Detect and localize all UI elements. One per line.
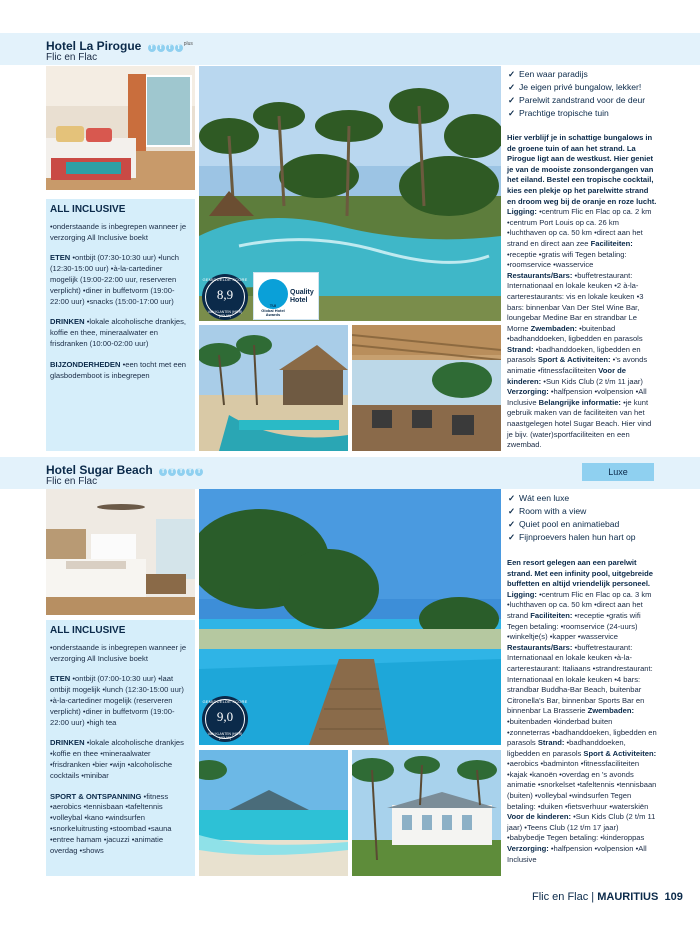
eten-section: ETEN •ontbijt (07:00-10:30 uur) •laat ontbijt mogelijk •lunch (12:30-15:00 uur) •à-la-cartediner mogelijk (reserveren verplicht) •diner in buffetvorm (19:00-22:00 uur) •high tea — [50, 674, 184, 727]
stars-plus-label: plus — [183, 41, 193, 47]
hotel2-title: Hotel Sugar Beach T T T T T — [46, 462, 204, 477]
hotel2-lagoon-photo — [199, 750, 348, 876]
hotel2-lead-text: Een resort gelegen aan een parelwit strand. Met een infinity pool, uitgebreide buffetten en altijd vriendelijk personeel. — [507, 558, 653, 589]
hotel2-all-inclusive-box — [46, 620, 195, 876]
star-icon: T — [166, 44, 174, 52]
highlight-item: ✓ Room with a view — [508, 505, 636, 518]
hotel1-main-photo — [199, 66, 501, 321]
hotel1-terrace-photo — [352, 325, 501, 451]
hotel1-beach-bar-photo — [199, 325, 348, 451]
highlight-item: ✓ Quiet pool en animatiebad — [508, 518, 636, 531]
star-icon: T — [175, 44, 183, 52]
highlight-item: ✓ Een waar paradijs — [508, 68, 645, 81]
footer-country: MAURITIUS — [597, 891, 659, 903]
star-icon: T — [159, 468, 167, 476]
rating-stars — [148, 38, 193, 52]
quality-hotel-award: TUI Global Hotel Awards Quality Hotel — [253, 272, 319, 320]
hotel2-score-badge: GEMIDDELDE SCORE 9,0 VAN KLANTEN (HIER) (JOUW) — [202, 696, 248, 742]
star-icon: T — [186, 468, 194, 476]
rating-stars — [159, 462, 204, 476]
hotel1-title: Hotel La Pirogue T T T $T^{plus}$ — [46, 39, 193, 53]
hotel1-all-inclusive-box — [46, 199, 195, 451]
drinken-section: DRINKEN •lokale alcoholische drankjes, koffie en thee, mineraalwater en frisdranken (10:00-02:00 uur) — [50, 317, 187, 348]
bijzonderheden-section: BIJZONDERHEDEN •een tocht met een glasbodemboot is inbegrepen — [50, 359, 187, 380]
star-icon: T — [157, 44, 165, 52]
page-number: 109 — [664, 891, 683, 903]
sport-ontspanning-section: SPORT & ONTSPANNING •fitness •aerobics •tennisbaan •tafeltennis •volleybal •kano •windsurfen •snorkeluitrusting •stoombad •sauna •entree hamam •jacuzzi •animatie overdag •shows — [50, 791, 172, 855]
hotel2-villa-photo — [352, 750, 501, 876]
hotel2-description: Een resort gelegen aan een parelwit strand. Met een infinity pool, uitgebreide buffetten en altijd vriendelijk personeel. Ligging: •centrum Flic en Flac op ca. 3 km •luchthaven op ca. 50 km •direct aan het strand Faciliteiten: •receptie •gratis wifi Tegen betaling: •roomservice (24-uurs) •winkeltje(s) •kapper •wasservice Restaurants/Bars: •buffetrestaurant: Internationaal en lokale keuken •à-la-carterestaurant: Italiaans •strandrestaurant: Internationaal en lokale keuken •4 bars: strandbar Buddha-Bar Beach, buitenbar Citronella's Bar, binnenbar Sports Bar en binnenbar La Brasserie Zwembaden: •buitenbaden •kinderbad buiten •zonneterras •badhanddoeken, ligbedden en parasols Strand: •badhanddoeken, ligbedden en parasols Sport & Activiteiten: •aerobics •badminton •fitnessfaciliteiten •kajak •kanoën •overdag en 's avonds animatie •snorkelset •tafeltennis •tennisbaan (buiten) •volleybal •windsurfen Tegen betaling: •duiken •fietsverhuur •waterskiën Voor de kinderen: •Sun Kids Club (2 t/m 11 jaar) •Teens Club (12 t/m 17 jaar) •babybedje Tegen betaling: •kinderoppas Verzorging: •halfpension •volpension •All Inclusive — [507, 558, 657, 864]
hotel1-location: Flic en Flac — [46, 52, 98, 63]
all-inclusive-heading: ALL INCLUSIVE — [50, 625, 126, 636]
hotel1-room-photo — [46, 66, 195, 190]
highlight-item: ✓ Fijnproevers halen hun hart op — [508, 531, 636, 544]
star-icon: T — [177, 468, 185, 476]
hotel2-location: Flic en Flac — [46, 476, 98, 487]
all-inclusive-intro: •onderstaande is inbegrepen wanneer je verzorging All Inclusive boekt — [50, 642, 187, 663]
hotel1-lead-text: Hier verblijf je in schattige bungalows in de groene tuin of aan het strand. La Pirogue ligt aan de westkust. Hier geniet je van de mooiste zonsondergangen van het eiland. Bestel een tropische cocktail, kies een plekje op het parelwitte strand en droom weg bij de oranje en roze lucht. — [507, 133, 657, 206]
hotel1-highlights — [508, 68, 645, 120]
hotel1-score-badge: GEMIDDELDE SCORE 8,9 VAN KLANTEN (HIER) (JOUW) — [202, 274, 248, 320]
highlight-item: ✓ Wát een luxe — [508, 492, 636, 505]
all-inclusive-intro: •onderstaande is inbegrepen wanneer je verzorging All Inclusive boekt — [50, 221, 187, 242]
hotel2-highlights — [508, 492, 636, 544]
drinken-section: DRINKEN •lokale alcoholische drankjes •koffie en thee •mineraalwater •frisdranken •bier •wijn •alcoholische cocktails •minibar — [50, 738, 184, 780]
footer-place: Flic en Flac | — [532, 891, 598, 903]
highlight-item: ✓ Prachtige tropische tuin — [508, 107, 645, 120]
all-inclusive-heading: ALL INCLUSIVE — [50, 204, 126, 215]
star-icon: T — [195, 468, 203, 476]
hotel1-description: Hier verblijf je in schattige bungalows in de groene tuin of aan het strand. La Pirogue ligt aan de westkust. Hier geniet je van de mooiste zonsondergangen van het eiland. Bestel een tropische cocktail, kies een plekje op het parelwitte strand en droom weg bij de oranje en roze lucht. Ligging: •centrum Flic en Flac op ca. 2 km •centrum Port Louis op ca. 26 km •luchthaven op ca. 50 km •direct aan het strand en direct aan zee Faciliteiten: •receptie •gratis wifi Tegen betaling: •roomservice •wasservice Restaurants/Bars: •buffetrestaurant: Internationaal en lokale keuken •2 à-la-carterestaurants: vis en lokale keuken •3 bars: binnenbar Van Der Stel Wine Bar, loungebar Medine Bar en strandbar Le Morne Zwembaden: •buitenbad •badhanddoeken, ligbedden en parasols Strand: •badhanddoeken, ligbedden en parasols Sport & Activiteiten: •'s avonds animatie •fitnessfaciliteiten Voor de kinderen: •Sun Kids Club (2 t/m 11 jaar) Verzorging: •halfpension •volpension •All Inclusive Belangrijke informatie: •je kunt gebruik maken van de faciliteiten van het naastgelegen hotel Sugar Beach. Hier vind je bijv. (water)sportfaciliteiten en een zwembad. — [507, 133, 657, 450]
luxe-badge: Luxe — [582, 463, 654, 481]
eten-section: ETEN •ontbijt (07:30-10:30 uur) •lunch (12:30-15:00 uur) •à-la-cartediner mogelijk (19:00-22:00 uur, reserveren verplicht) •diner in buffetvorm (19:00-22:00 uur) •snacks (15:00-17:00 uur) — [50, 253, 180, 306]
star-icon: T — [168, 468, 176, 476]
highlight-item: ✓ Je eigen privé bungalow, lekker! — [508, 81, 645, 94]
highlight-item: ✓ Parelwit zandstrand voor de deur — [508, 94, 645, 107]
star-icon: T — [148, 44, 156, 52]
page-footer — [532, 891, 683, 903]
hotel2-room-photo — [46, 489, 195, 615]
